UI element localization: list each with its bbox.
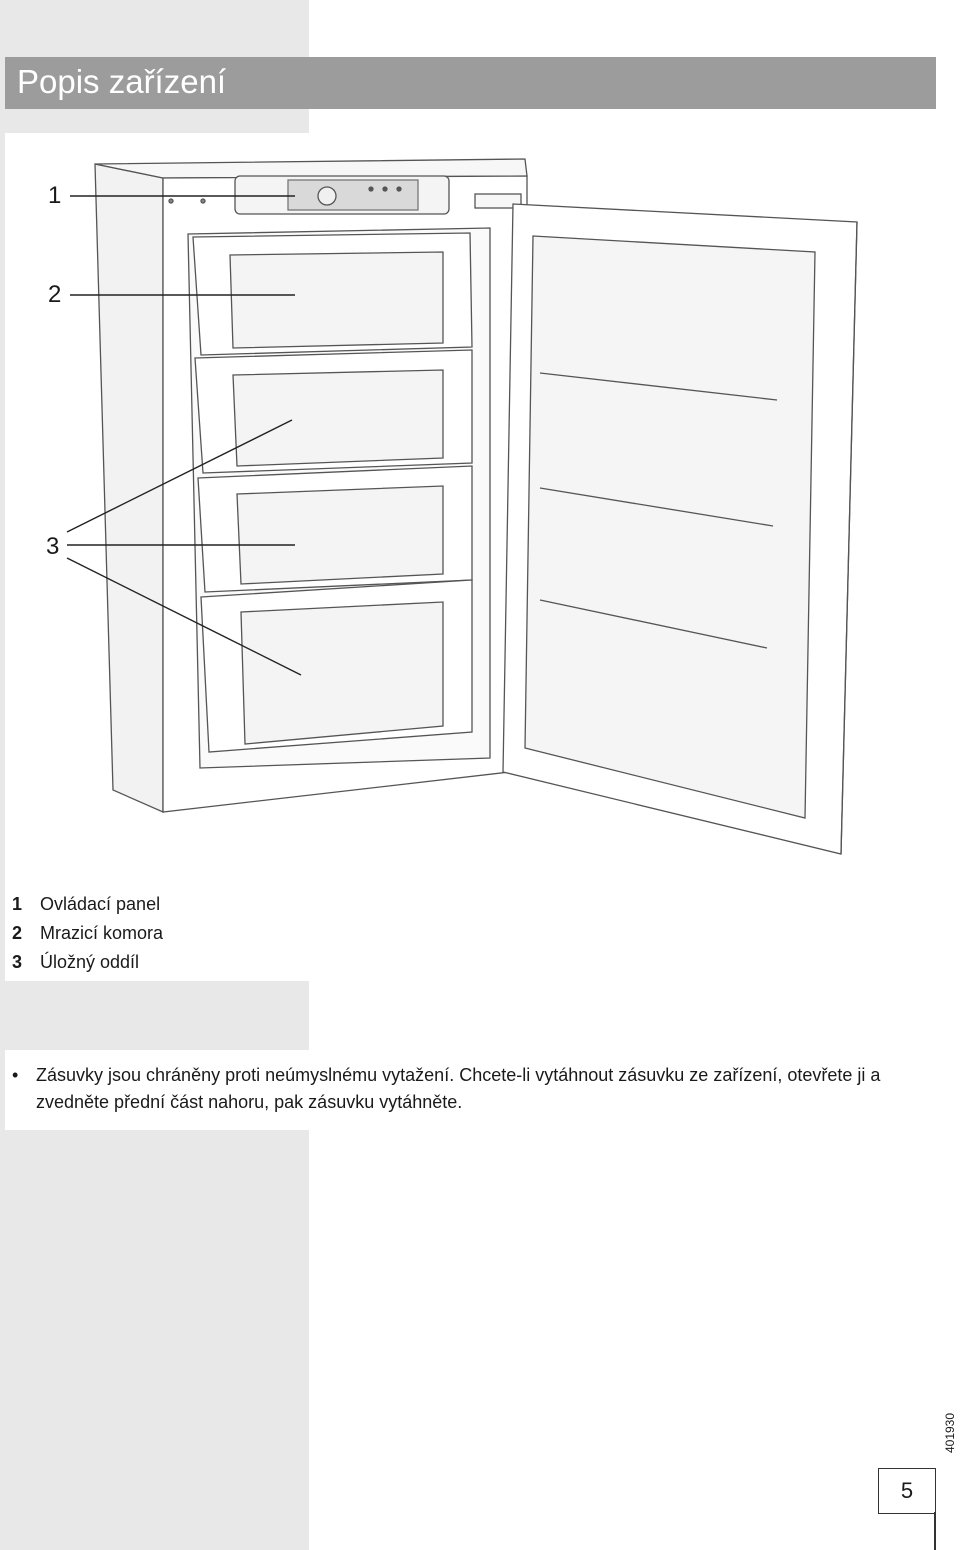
cabinet-side-face	[95, 164, 163, 812]
cabinet-top-face	[95, 159, 527, 178]
cabinet-screw-2	[201, 199, 205, 203]
page-title: Popis zařízení	[17, 63, 227, 100]
legend-item	[12, 948, 163, 977]
page-number-rule	[934, 1512, 936, 1550]
panel-light-3	[397, 187, 401, 191]
legend-item	[12, 890, 163, 919]
panel-light-1	[369, 187, 373, 191]
document-code	[927, 1410, 960, 1456]
legend-number: 3	[12, 952, 23, 972]
drawer-2	[195, 350, 472, 473]
legend-number: 2	[12, 923, 23, 943]
door-inner-panel	[525, 236, 815, 818]
cabinet-screw-1	[169, 199, 173, 203]
legend-label: Úložný oddíl	[40, 952, 140, 972]
legend-label: Ovládací panel	[40, 894, 161, 914]
drawer-3	[198, 466, 472, 592]
freezer-illustration	[5, 140, 960, 870]
legend-item	[12, 919, 163, 948]
callout-2: 2	[48, 281, 62, 308]
drawer-1	[193, 233, 472, 355]
parts-legend	[12, 890, 163, 977]
drawer-4	[201, 580, 472, 752]
thermostat-knob	[318, 187, 336, 205]
legend-label: Mrazicí komora	[40, 923, 164, 943]
legend-number: 1	[12, 894, 23, 914]
panel-light-2	[383, 187, 387, 191]
callout-1: 1	[48, 182, 62, 209]
section-title-bar	[5, 57, 936, 109]
bullet-marker: •	[12, 1065, 19, 1085]
note-text: Zásuvky jsou chráněny proti neúmyslnému vytažení. Chcete-li vytáhnout zásuvku ze zařízení, otevřete ji a zvedněte přední část nahoru, pak zásuvku vytáhněte.	[36, 1065, 881, 1112]
control-panel-display	[288, 180, 418, 210]
note-item	[12, 1062, 942, 1116]
callout-3: 3	[46, 533, 60, 560]
page-number: 5	[878, 1468, 936, 1514]
document-code-text: 401930	[943, 1412, 957, 1454]
